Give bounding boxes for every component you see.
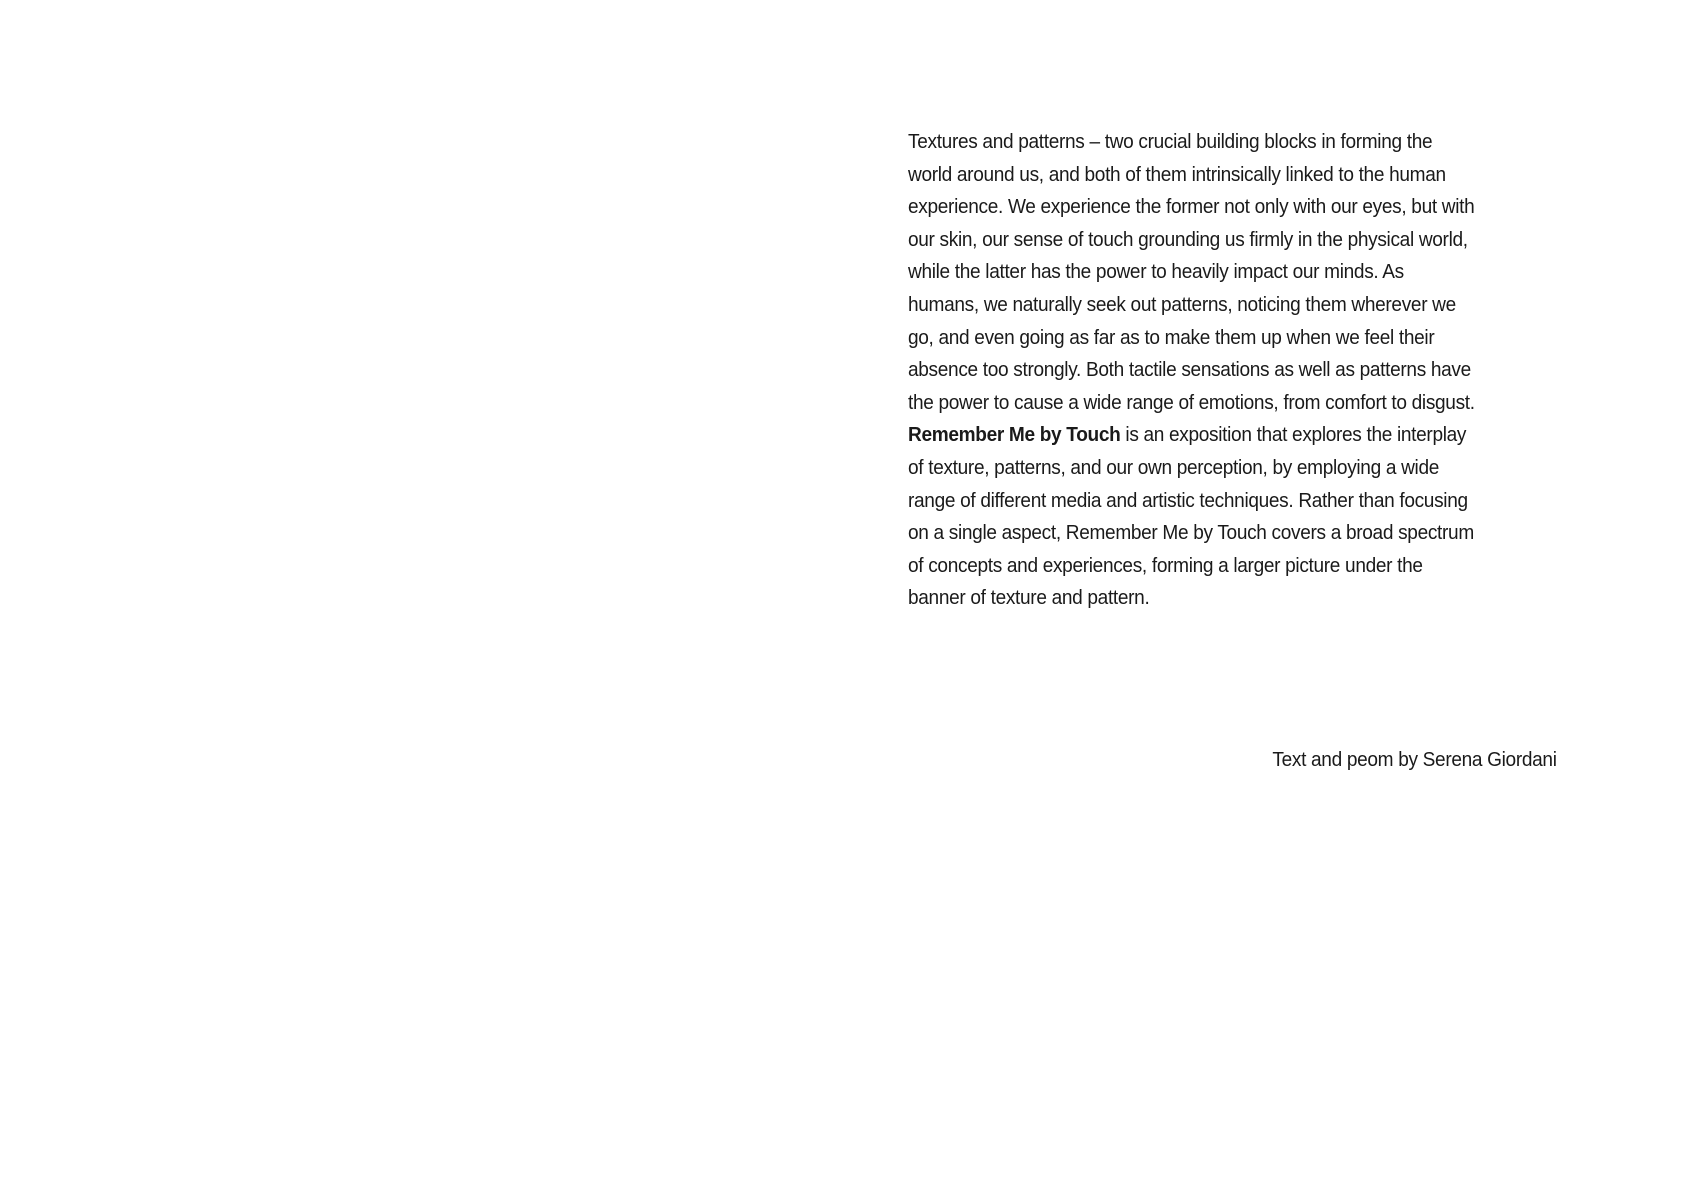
intro-paragraph (908, 126, 1477, 615)
author-credit: Text and peom by Serena Giordani (1272, 748, 1557, 771)
left-page-blank (0, 0, 848, 1200)
right-page (848, 0, 1697, 1200)
intro-text-part2: is an exposition that explores the interplay of texture, patterns, and our own perception, by employing a wide range of different media and artistic techniques. Rather than focusing on a single aspect, Remember Me by Touch covers a broad spectrum of concepts and experiences, forming a larger picture under the banner of texture and pattern. (908, 423, 1474, 610)
exhibition-title: Remember Me by Touch (908, 423, 1121, 447)
intro-text-part1: Textures and patterns – two crucial building blocks in forming the world around us, and both of them intrinsically linked to the human experience. We experience the former not only with our eyes, but with our skin, our sense of touch grounding us firmly in the physical world, while the latter has the power to heavily impact our minds. As humans, we naturally seek out patterns, noticing them wherever we go, and even going as far as to make them up when we feel their absence too strongly. Both tactile sensations as well as patterns have the power to cause a wide range of emotions, from comfort to disgust. (908, 130, 1475, 414)
